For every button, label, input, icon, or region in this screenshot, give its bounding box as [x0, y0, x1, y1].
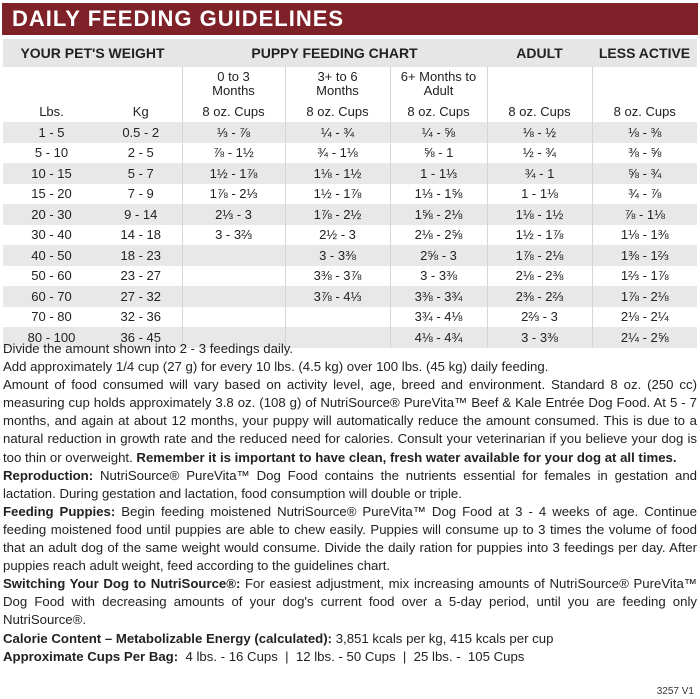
table-cell: [285, 307, 390, 328]
calorie-text: 3,851 kcals per kg, 415 kcals per cup: [332, 630, 554, 646]
table-cell: 40 - 50: [3, 245, 100, 266]
unit-label: 8 oz. Cups: [592, 100, 697, 122]
table-cell: 18 - 23: [100, 245, 182, 266]
table-cell: 4⅛ - 4¾: [390, 327, 487, 348]
unit-label: 8 oz. Cups: [487, 100, 592, 122]
table-cell: 2⅔ - 3: [487, 307, 592, 328]
table-cell: 32 - 36: [120, 309, 161, 325]
table-cell: [182, 307, 285, 328]
table-cell: 9 - 14: [100, 204, 182, 225]
table-cell: 3⅜ - 3¾: [390, 286, 487, 307]
table-cell: 3¾ - 4⅛: [390, 307, 487, 328]
table-cell: 1⅞ - 2⅓: [182, 184, 285, 205]
table-row: [3, 307, 697, 328]
table-cell: ¾ - 1: [487, 163, 592, 184]
table-cell: 1½ - 1⅞: [285, 184, 390, 205]
table-cell: 7 - 9: [127, 186, 154, 202]
age-0-3: 0 to 3 Months: [182, 67, 285, 100]
note-switching: [3, 575, 697, 629]
table-cell: ⅝ - 1: [390, 143, 487, 164]
note-water: Remember it is important to have clean, fresh water available for your dog at all times.: [136, 449, 677, 465]
table-cell: ¾ - 1⅛: [285, 143, 390, 164]
table-cell: 3 - 3⅜: [285, 245, 390, 266]
table-cell: 1⅓ - 1⅝: [390, 184, 487, 205]
table-cell: 2 - 5: [127, 145, 154, 161]
note-amount-text: Amount of food consumed will vary based on activity level, age, breed and environment. Standard 8 oz. (250 cc) measuring cup holds approximately 3.8 oz. (108 g) of NutriSource® PureVita™ Beef & Kale Entrée Dog Food. At 5 - 7 months, and again at about 12 months, your puppy will automatically reduce the amount consumed. This is due to a natural reduction in growth rate and the reduced need for calories. Consult your veterinarian if you believe your dog is too thin or overweight.: [3, 377, 697, 465]
table-cell: 1⅞ - 2⅛: [487, 245, 592, 266]
age-6-adult: 6+ Months to Adult: [390, 67, 487, 100]
table-cell: 60 - 70: [3, 286, 100, 307]
unit-label: Lbs.: [39, 103, 64, 119]
table-cell: 23 - 27: [120, 268, 161, 284]
table-row: [3, 143, 697, 164]
table-cell: 27 - 32: [100, 286, 182, 307]
table-cell: 2⅛ - 2⅜: [487, 266, 592, 287]
table-cell: 2⅜ - 2⅔: [487, 286, 592, 307]
table-cell: 3⅜ - 3⅞: [285, 266, 390, 287]
calorie-label: Calorie Content – Metabolizable Energy (calculated):: [3, 630, 333, 646]
table-cell: 5 - 10: [34, 145, 69, 161]
unit-label: Kg: [132, 103, 149, 119]
table-row: [3, 184, 697, 205]
table-cell: 1⅛ - 1⅜: [592, 225, 697, 246]
table-cell: 10 - 15: [3, 163, 100, 184]
table-cell: [182, 245, 285, 266]
table-cell: 0.5 - 2: [100, 122, 182, 143]
header-adult: ADULT: [487, 39, 592, 67]
table-cell: ½ - ¾: [487, 143, 592, 164]
table-cell: 2¼ - 2⅝: [592, 327, 697, 348]
table-cell: ⅞ - 1⅛: [592, 204, 697, 225]
table-cell: 2⅛ - 2¼: [592, 307, 697, 328]
table-row: [3, 225, 697, 246]
table-cell: 80 - 100: [3, 327, 100, 348]
table-cell: 5 - 7: [100, 163, 182, 184]
note-divide: Divide the amount shown into 2 - 3 feedings daily.: [3, 341, 294, 356]
table-cell: 1⅞ - 2⅛: [592, 286, 697, 307]
table-cell: 36 - 45: [100, 327, 182, 348]
cups-text: 4 lbs. - 16 Cups | 12 lbs. - 50 Cups | 25 lbs. - 105 Cups: [178, 648, 525, 664]
table-cell: 2⅛ - 2⅝: [390, 225, 487, 246]
note-amount: [3, 376, 697, 466]
feeding-notes: [3, 340, 697, 666]
table-cell: 3 - 3⅔: [182, 225, 285, 246]
table-cell: 3 - 3⅜: [487, 327, 592, 348]
puppies-label: Feeding Puppies:: [3, 503, 116, 519]
table-row: [3, 266, 697, 287]
header-puppy: PUPPY FEEDING CHART: [182, 39, 487, 67]
table-cell: 30 - 40: [31, 227, 72, 243]
table-cell: ¼ - ⅝: [390, 122, 487, 143]
page-title: DAILY FEEDING GUIDELINES: [2, 3, 698, 35]
note-calorie: [3, 630, 697, 648]
cups-label: Approximate Cups Per Bag:: [3, 648, 179, 664]
note-reproduction: [3, 467, 697, 503]
table-cell: 2½ - 3: [285, 225, 390, 246]
table-cell: 1⅛ - 1½: [487, 204, 592, 225]
table-cell: 70 - 80: [31, 309, 72, 325]
unit-label: 8 oz. Cups: [182, 100, 285, 122]
table-cell: ⅜ - ⅝: [592, 143, 697, 164]
table-row: [3, 204, 697, 225]
table-cell: 3⅞ - 4⅓: [285, 286, 390, 307]
table-cell: 1½ - 1⅞: [487, 225, 592, 246]
table-cell: 1⅛ - 1½: [285, 163, 390, 184]
table-cell: ⅛ - ½: [487, 122, 592, 143]
table-cell: 1⅜ - 1⅔: [592, 245, 697, 266]
table-row: [3, 286, 697, 307]
table-cell: ⅓ - ⅞: [182, 122, 285, 143]
table-cell: 20 - 30: [3, 204, 100, 225]
table-cell: [182, 266, 285, 287]
reproduction-label: Reproduction:: [3, 467, 94, 483]
note-add: Add approximately 1/4 cup (27 g) for every 10 lbs. (4.5 kg) over 100 lbs. (45 kg) daily feeding.: [3, 359, 549, 375]
table-cell: ⅞ - 1½: [182, 143, 285, 164]
table-cell: 1 - 1⅓: [390, 163, 487, 184]
table-cell: 3 - 3⅜: [390, 266, 487, 287]
table-cell: 2⅓ - 3: [182, 204, 285, 225]
table-cell: [182, 286, 285, 307]
table-row: [3, 245, 697, 266]
unit-label: 8 oz. Cups: [285, 100, 390, 122]
switching-label: Switching Your Dog to NutriSource®:: [3, 576, 241, 592]
table-cell: 2⅝ - 3: [390, 245, 487, 266]
table-cell: ⅛ - ⅜: [592, 122, 697, 143]
table-cell: 15 - 20: [31, 186, 72, 202]
unit-label: 8 oz. Cups: [390, 100, 487, 122]
header-weight: YOUR PET'S WEIGHT: [3, 39, 182, 67]
switching-text: For easiest adjustment, mix increasing amounts of NutriSource® PureVita™ Dog Food with decreasing amounts of your dog's current food over a 5-day period, until you are feeding only NutriSource®.: [3, 576, 697, 628]
table-cell: 50 - 60: [31, 268, 72, 284]
table-cell: 1⅝ - 2⅛: [390, 204, 487, 225]
header-less-active: LESS ACTIVE: [592, 39, 697, 67]
table-cell: 14 - 18: [120, 227, 161, 243]
feeding-table: [3, 39, 697, 348]
table-row: [3, 122, 697, 143]
table-cell: ⅝ - ¾: [592, 163, 697, 184]
note-cups: [3, 648, 697, 666]
note-puppies: [3, 503, 697, 575]
puppies-text: Begin feeding moistened NutriSource® PureVita™ Dog Food at 3 - 4 weeks of age. Continue feeding moistened food until puppies are able to chew easily. Puppies will consume up to 3 times the volume of food that an adult dog of the same weight would consume. Divide the daily ration for puppies into 3 feedings per day. After puppies reach adult weight, feed according to the guidelines chart.: [3, 503, 698, 574]
table-cell: 1⅔ - 1⅞: [592, 266, 697, 287]
product-code: 3257 V1: [656, 686, 694, 697]
table-row: [3, 163, 697, 184]
table-cell: 1½ - 1⅞: [182, 163, 285, 184]
age-3-6: 3+ to 6 Months: [285, 67, 390, 100]
table-cell: 1 - 1⅛: [487, 184, 592, 205]
table-cell: ¼ - ¾: [285, 122, 390, 143]
table-cell: 1⅞ - 2½: [285, 204, 390, 225]
table-cell: 1 - 5: [3, 122, 100, 143]
table-cell: ¾ - ⅞: [592, 184, 697, 205]
reproduction-text: NutriSource® PureVita™ Dog Food contains the nutrients essential for females in gestation and lactation. During gestation and lactation, food consumption will double or triple.: [3, 467, 697, 501]
